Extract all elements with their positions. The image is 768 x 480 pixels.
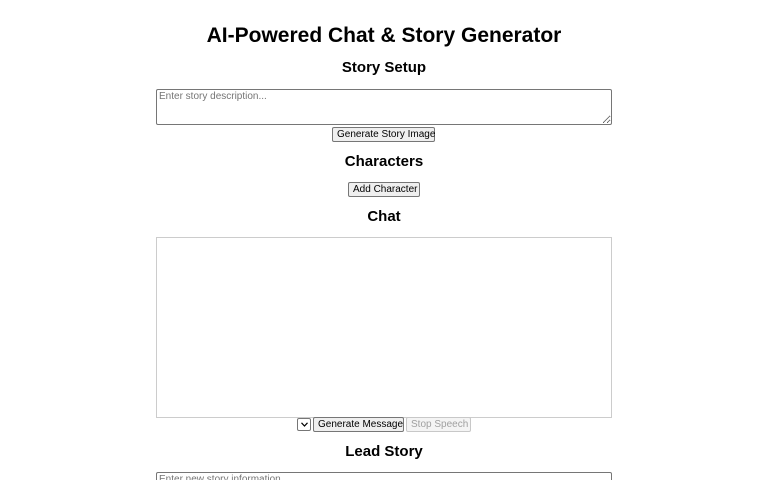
chat-heading: Chat <box>367 208 401 225</box>
lead-story-heading: Lead Story <box>345 443 423 460</box>
characters-heading: Characters <box>344 153 424 170</box>
add-character-button[interactable]: Add Character <box>348 182 420 197</box>
generate-message-button[interactable]: Generate Message <box>313 417 404 432</box>
chat-messages-area[interactable] <box>156 237 612 418</box>
page-title: AI-Powered Chat & Story Generator <box>206 24 562 47</box>
story-description-input[interactable] <box>156 89 612 125</box>
stop-speech-button[interactable]: Stop Speech <box>406 417 471 432</box>
lead-story-input[interactable] <box>156 472 612 480</box>
generate-story-image-button[interactable]: Generate Story Image <box>332 127 435 142</box>
character-select[interactable] <box>297 418 311 431</box>
story-setup-heading: Story Setup <box>341 59 427 76</box>
